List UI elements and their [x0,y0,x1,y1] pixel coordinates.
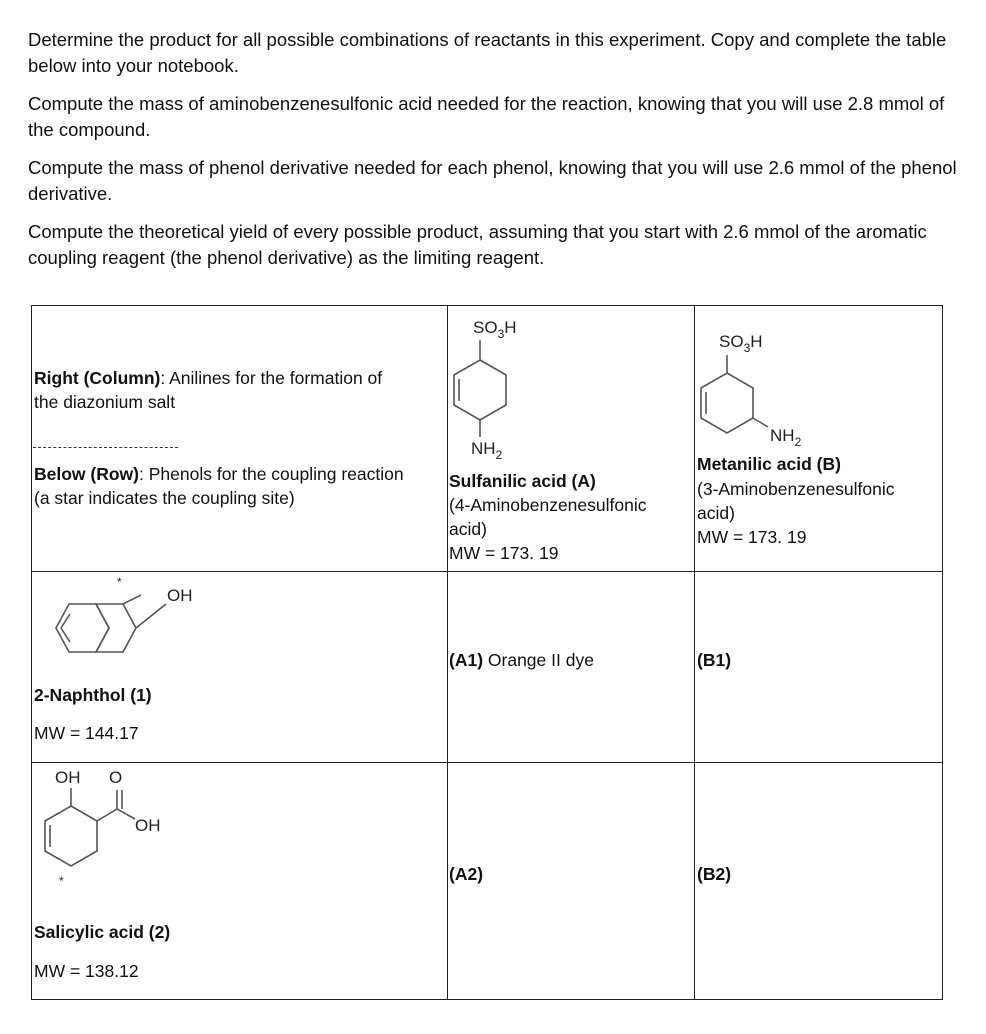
cell-b1-code: (B1) [697,650,732,670]
column-b-name: Metanilic acid (B) [697,454,841,474]
salicylic-oh-label: OH [55,768,81,787]
sulfanilic-nh2-label: $NH_2$ [471,439,503,462]
cell-b2-code: (B2) [697,864,732,884]
instruction-4: Compute the theoretical yield of every possible product, assuming that you start with 2.6 mmol of the aromatic coupling reagent (the phenol derivative) as the limiting reagent. [28,221,927,268]
naphthol-star: * [117,575,122,589]
salicylic-star: * [59,874,64,888]
corner-column-rest: : Anilines for the formation of [160,368,383,388]
salicylic-acid-structure [31,762,231,892]
instruction-1: Determine the product for all possible combinations of reactants in this experiment. Copy and complete the table below into your notebook. [28,29,947,76]
row-2-mw: MW = 138.12 [34,961,139,981]
cell-a1 [449,648,594,672]
cell-b1 [697,648,731,672]
metanilic-so3h-label: $SO_3H$ [719,332,763,355]
corner-column-bold: Right (Column) [34,368,161,388]
cell-b2 [697,862,731,886]
instruction-3: Compute the mass of phenol derivative needed for each phenol, knowing that you will use 2.6 mmol of the phenol derivative. [28,157,957,204]
2-naphthol-structure [31,571,231,671]
corner-row-label-line-2: (a star indicates the coupling site) [34,488,295,508]
column-a-alt-name-2: acid) [449,519,487,539]
salicylic-o-label: O [109,768,123,787]
metanilic-nh2-label: $NH_2$ [770,426,802,449]
cell-a1-code: (A1) [449,650,484,670]
row-1-mw: MW = 144.17 [34,723,139,743]
table-border-right [942,305,943,1000]
cell-a2-code: (A2) [449,864,484,884]
corner-row-bold: Below (Row) [34,464,139,484]
corner-column-label-line-2: the diazonium salt [34,392,176,412]
corner-row-rest: : Phenols for the coupling reaction [139,464,404,484]
corner-divider [33,447,178,448]
row-2-name: Salicylic acid (2) [34,922,171,942]
column-a-mw: MW = 173. 19 [449,543,559,563]
column-b-alt-name-2: acid) [697,503,735,523]
column-b-alt-name-1: (3-Aminobenzenesulfonic [697,479,895,499]
salicylic-oh2-label: OH [135,816,161,835]
naphthol-oh-label: OH [167,586,193,605]
cell-a1-text: Orange II dye [483,650,594,670]
cell-a2 [449,862,483,886]
sulfanilic-so3h-label: $SO_3H$ [473,318,517,341]
column-a-alt-name-1: (4-Aminobenzenesulfonic [449,495,647,515]
column-a-name: Sulfanilic acid (A) [449,471,596,491]
column-b-mw: MW = 173. 19 [697,527,807,547]
instruction-2: Compute the mass of aminobenzenesulfonic acid needed for the reaction, knowing that you will use 2.8 mmol of the compound. [28,93,945,140]
sulfanilic-acid-structure [447,305,693,470]
corner-row-label-line-1 [34,462,404,486]
row-1-name: 2-Naphthol (1) [34,685,152,705]
table-border-bottom [31,999,943,1000]
metanilic-acid-structure [694,305,942,455]
corner-column-label-line-1 [34,366,382,390]
